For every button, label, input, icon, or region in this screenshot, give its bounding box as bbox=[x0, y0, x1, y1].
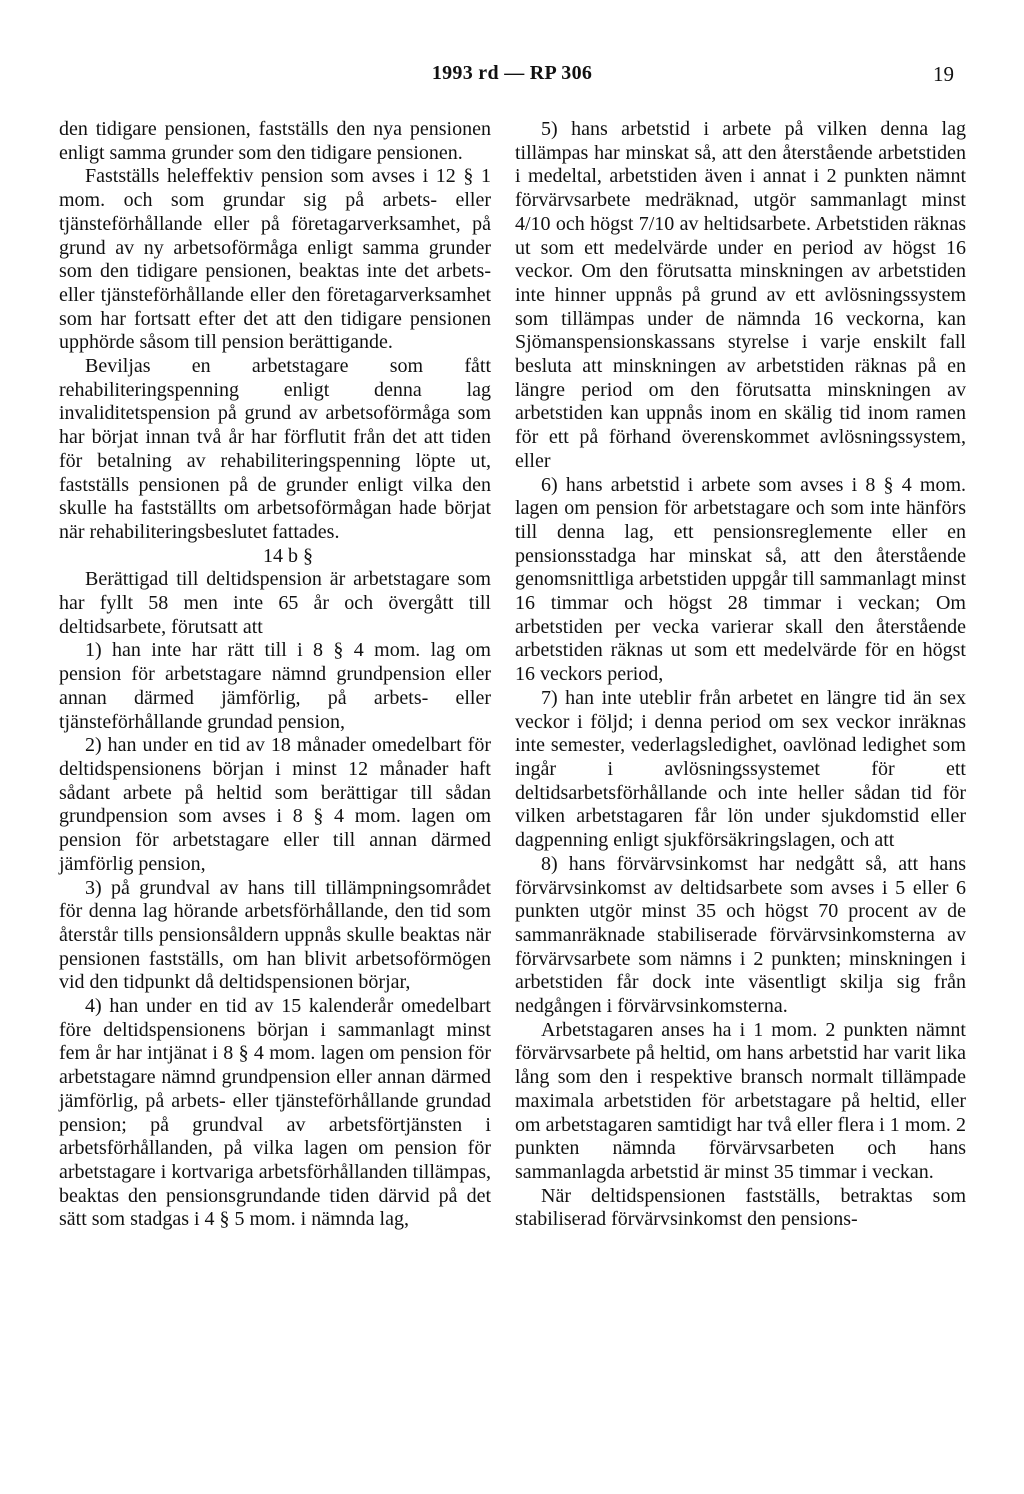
page-header bbox=[0, 60, 1024, 90]
list-item: 7) han inte uteblir från arbetet en längre tid än sex veckor i följd; i denna period om sex veckor inräknas inte semester, vederlagsledighet, oavlönad ledighet som ingår i avlösningssystemet för ett deltidsarbetsförhållande och inte heller sådan tid för vilken arbetstagaren får lön under sjukdomstid eller dagpenning enligt sjukförsäkringslagen, och att bbox=[515, 686, 966, 852]
list-item: 2) han under en tid av 18 månader omedelbart för deltidspensionens början i minst 12 månader haft sådant arbete på heltid som berättigar till sådan grundpension som avses i 8 § 4 mom. lagen om pension för arbetstagare eller till annan därmed jämförlig pension, bbox=[59, 734, 491, 875]
list-item: 3) på grundval av hans till tillämpningsområdet för denna lag hörande arbetsförhållande, den tid som återstår tills pensionsåldern uppnås skulle beaktas när pensionen fastställs, om han blivit arbetsoförmögen vid den tidpunkt då deltidspensionen börjar, bbox=[59, 876, 491, 994]
list-item: 8) hans förvärvsinkomst har nedgått så, att hans förvärvsinkomst av deltidsarbete som avses i 5 eller 6 punkten utgör minst 35 och högst 70 procent av de sammanräknade stabiliserade förvärvsinkomsterna av förvärvsarbete som nämns i 2 punkten; minskningen i arbetstiden får dock inte väsentligt skilja sig från nedgången i förvärvsinkomsterna. bbox=[515, 852, 966, 1018]
paragraph: den tidigare pensionen, fastställs den nya pensionen enligt samma grunder som den tidigare pensionen. bbox=[59, 118, 491, 164]
list-item: 6) hans arbetstid i arbete som avses i 8 § 4 mom. lagen om pension för arbetstagare och som inte hänförs till denna lag, ett pensionsreglemente eller en pensionsstadga har minskat så, att den återstående genomsnittliga arbetstiden uppgår till sammanlagt minst 16 timmar och högst 28 timmar i veckan; Om arbetstiden per vecka varierar skall den återstående arbetstiden räknas ut som ett medelvärde för en högst 16 veckors period, bbox=[515, 473, 966, 686]
paragraph: Berättigad till deltidspension är arbetstagare som har fyllt 58 men inte 65 år och övergått till deltidsarbete, förutsatt att bbox=[59, 568, 491, 638]
list-item: 5) hans arbetstid i arbete på vilken denna lag tillämpas har minskat så, att den återstående arbetstiden i medeltal, arbetstiden även i annat i 2 punkten nämnt förvärvsarbete medräknad, utgör sammanlagt minst 4/10 och högst 7/10 av heltidsarbete. Arbetstiden räknas ut som ett medelvärde under en period av högst 16 veckor. Om den förutsatta minskningen av arbetstiden inte hinner uppnås på grund av ett avlösningssystem som tillämpas under de nämnda 16 veckorna, kan Sjömanspensionskassans styrelse i varje enskilt fall besluta att minskningen av arbetstiden räknas på en längre period om den förutsatta minskningen av arbetstiden kan uppnås inom en skälig tid inom ramen för ett på förhand överenskommet avlösningssystem, eller bbox=[515, 118, 966, 472]
list-item: 1) han inte har rätt till i 8 § 4 mom. lag om pension för arbetstagare nämnd grundpension eller annan därmed jämförlig, på arbets- eller tjänsteförhållande grundad pension, bbox=[59, 639, 491, 733]
page-number: 19 bbox=[933, 62, 954, 86]
paragraph: När deltidspensionen fastställs, betraktas som stabiliserad förvärvsinkomst den pensions- bbox=[515, 1184, 966, 1231]
left-column bbox=[59, 118, 491, 1232]
paragraph: Arbetstagaren anses ha i 1 mom. 2 punkten nämnt förvärvsarbete på heltid, om hans arbetstid har varit lika lång som den i respektive bransch normalt tillämpade maximala arbetstiden för arbetstagare på heltid, eller om arbetstagaren samtidigt har två eller flera i 1 mom. 2 punkten nämnda förvärvsarbeten och hans sammanlagda arbetstid är minst 35 timmar i veckan. bbox=[515, 1018, 966, 1183]
paragraph: Beviljas en arbetstagare som fått rehabiliteringspenning enligt denna lag invaliditetspension på grund av arbetsoförmåga som har börjat innan två år har förflutit från det att tiden för betalning av rehabiliteringspenning löpte ut, fastställs pensionen på de grunder enligt vilka den skulle ha fastställts om arbetsoförmågan hade börjat när rehabiliteringsbeslutet fattades. bbox=[59, 355, 491, 543]
paragraph: Fastställs heleffektiv pension som avses i 12 § 1 mom. och som grundar sig på arbets- eller tjänsteförhållande eller på företagarverksamhet, på grund av ny arbetsoförmåga enligt samma grunder som den tidigare pensionen, beaktas inte det arbets- eller tjänsteförhållande eller den företagarverksamhet som har fortsatt efter det att den tidigare pensionen upphörde såsom till pension berättigande. bbox=[59, 165, 491, 354]
list-item: 4) han under en tid av 15 kalenderår omedelbart före deltidspensionens början i sammanlagt minst fem år har intjänat i 8 § 4 mom. lagen om pension för arbetstagare nämnd grundpension eller annan därmed jämförlig, på arbets- eller tjänsteförhållande grundad pension; på grundval av arbetsförtjänsten i arbetsförhållanden, på vilka lagen om pension för arbetstagare i kortvariga arbetsförhållanden tillämpas, beaktas den pensionsgrundande tiden därvid på det sätt som stadgas i 4 § 5 mom. i nämnda lag, bbox=[59, 995, 491, 1231]
right-column bbox=[515, 118, 966, 1232]
running-head: 1993 rd — RP 306 bbox=[431, 62, 593, 84]
section-heading: 14 b § bbox=[263, 544, 313, 567]
